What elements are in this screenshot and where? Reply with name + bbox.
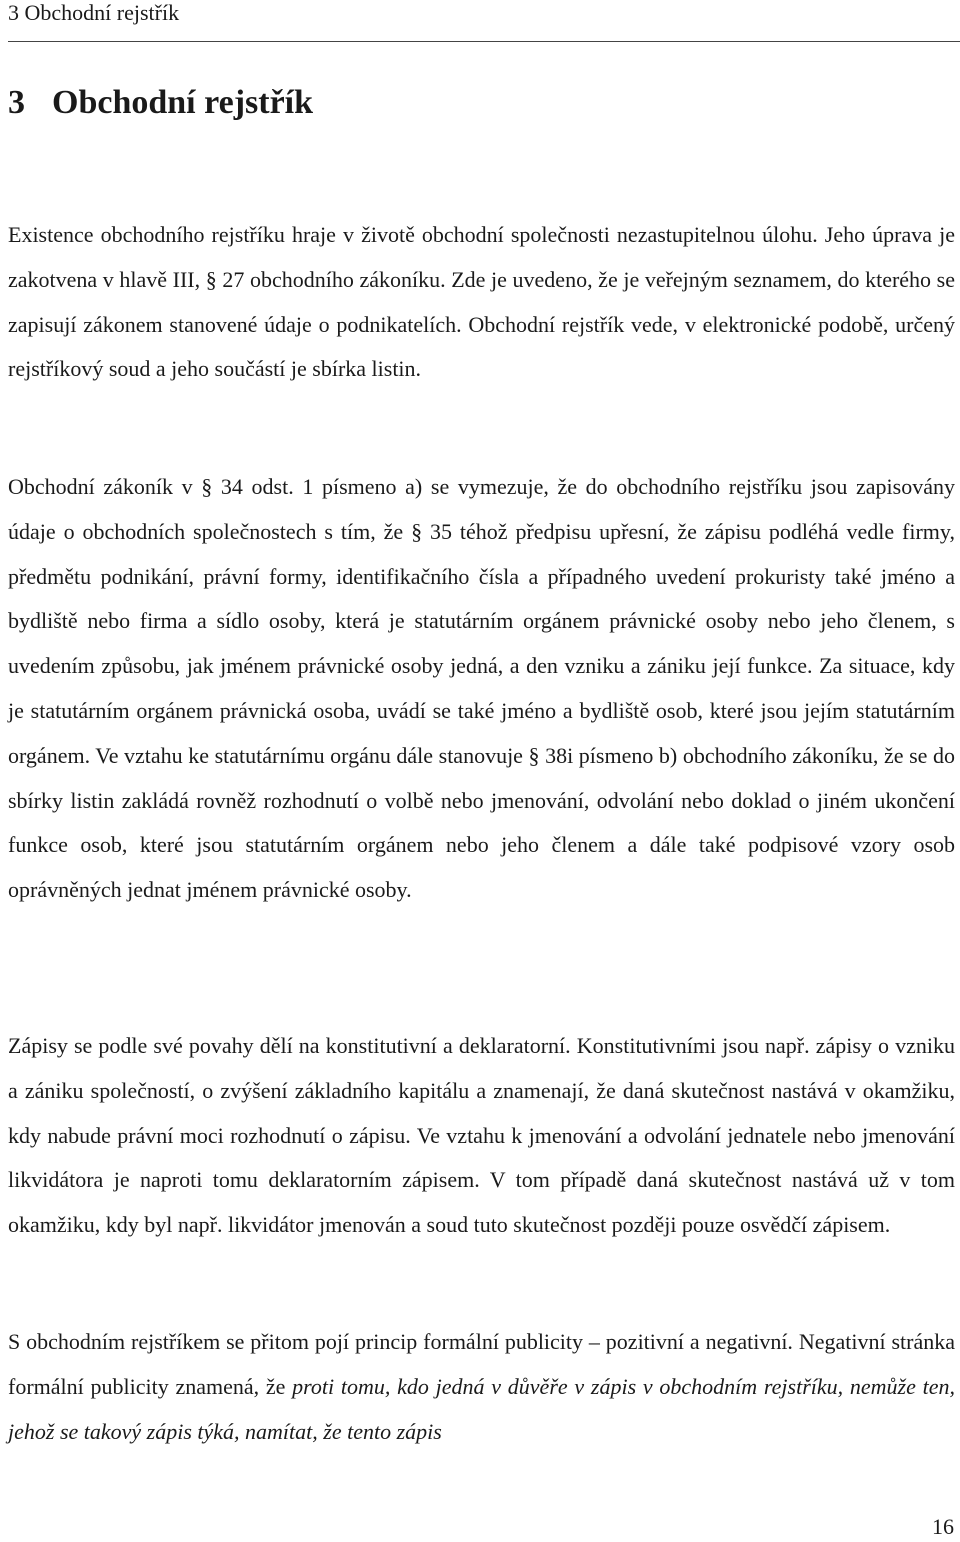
paragraph-formal-publicity (8, 1320, 955, 1454)
header-divider (8, 41, 960, 42)
chapter-number: 3 (8, 84, 25, 121)
chapter-title: Obchodní rejstřík (52, 84, 314, 121)
page-number: 16 (932, 1514, 954, 1539)
paragraph-intro: Existence obchodního rejstříku hraje v životě obchodní společnosti nezastupitelnou úlohu. Jeho úprava je zakotvena v hlavě III, § 27 obchodního zákoníku. Zde je uvedeno, že je veřejným seznamem, do kterého se zapisují zákonem stanovené údaje o podnikatelích. Obchodní rejstřík vede, v elektronické podobě, určený rejstříkový soud a jeho součástí je sbírka listin. (8, 222, 955, 382)
paragraph-formal-publicity-text: S obchodním rejstříkem se přitom pojí princip formální publicity – pozitivní a negativní. Negativní stránka formální publicity znamená, že (8, 1329, 955, 1399)
paragraph-obligatory-entries: Obchodní zákoník v § 34 odst. 1 písmeno a) se vymezuje, že do obchodního rejstříku jsou zapisovány údaje o obchodních společnostech s tím, že § 35 téhož předpisu upřesní, že zápisu podléhá vedle firmy, předmětu podnikání, právní formy, identifikačního čísla a případného uvedení prokuristy také jméno a bydliště nebo firma a sídlo osoby, která je statutárním orgánem právnické osoby nebo jeho členem, s uvedením způsobu, jak jménem právnické osoby jedná, a den vzniku a zániku její funkce. Za situace, kdy je statutárním orgánem právnická osoba, uvádí se také jméno a bydliště osob, které jsou jejím statutárním orgánem. Ve vztahu ke statutárnímu orgánu dále stanovuje § 38i písmeno b) obchodního zákoníku, že se do sbírky listin zakládá rovněž rozhodnutí o volbě nebo jmenování, odvolání nebo doklad o jiném ukončení funkce osob, které jsou statutárním orgánem nebo jeho členem a dále také podpisové vzory osob oprávněných jednat jménem právnické osoby. (8, 474, 955, 903)
chapter-heading (8, 82, 313, 124)
paragraph-formal-publicity-quote: proti tomu, kdo jedná v důvěře v zápis v obchodním rejstříku, nemůže ten, jehož se takový zápis týká, namítat, že tento zápis (8, 1373, 955, 1444)
paragraph-entry-types: Zápisy se podle své povahy dělí na konstitutivní a deklaratorní. Konstitutivními jsou např. zápisy o vzniku a zániku společností, o zvýšení základního kapitálu a znamenají, že daná skutečnost nastává v okamžiku, kdy nabude právní moci rozhodnutí o zápisu. Ve vztahu k jmenování a odvolání jednatele nebo jmenování likvidátora je naproti tomu deklaratorním zápisem. V tom případě daná skutečnost nastává už v tom okamžiku, kdy byl např. likvidátor jmenován a soud tuto skutečnost později pouze osvědčí zápisem. (8, 1033, 955, 1238)
running-header: 3 Obchodní rejstřík (8, 0, 180, 25)
